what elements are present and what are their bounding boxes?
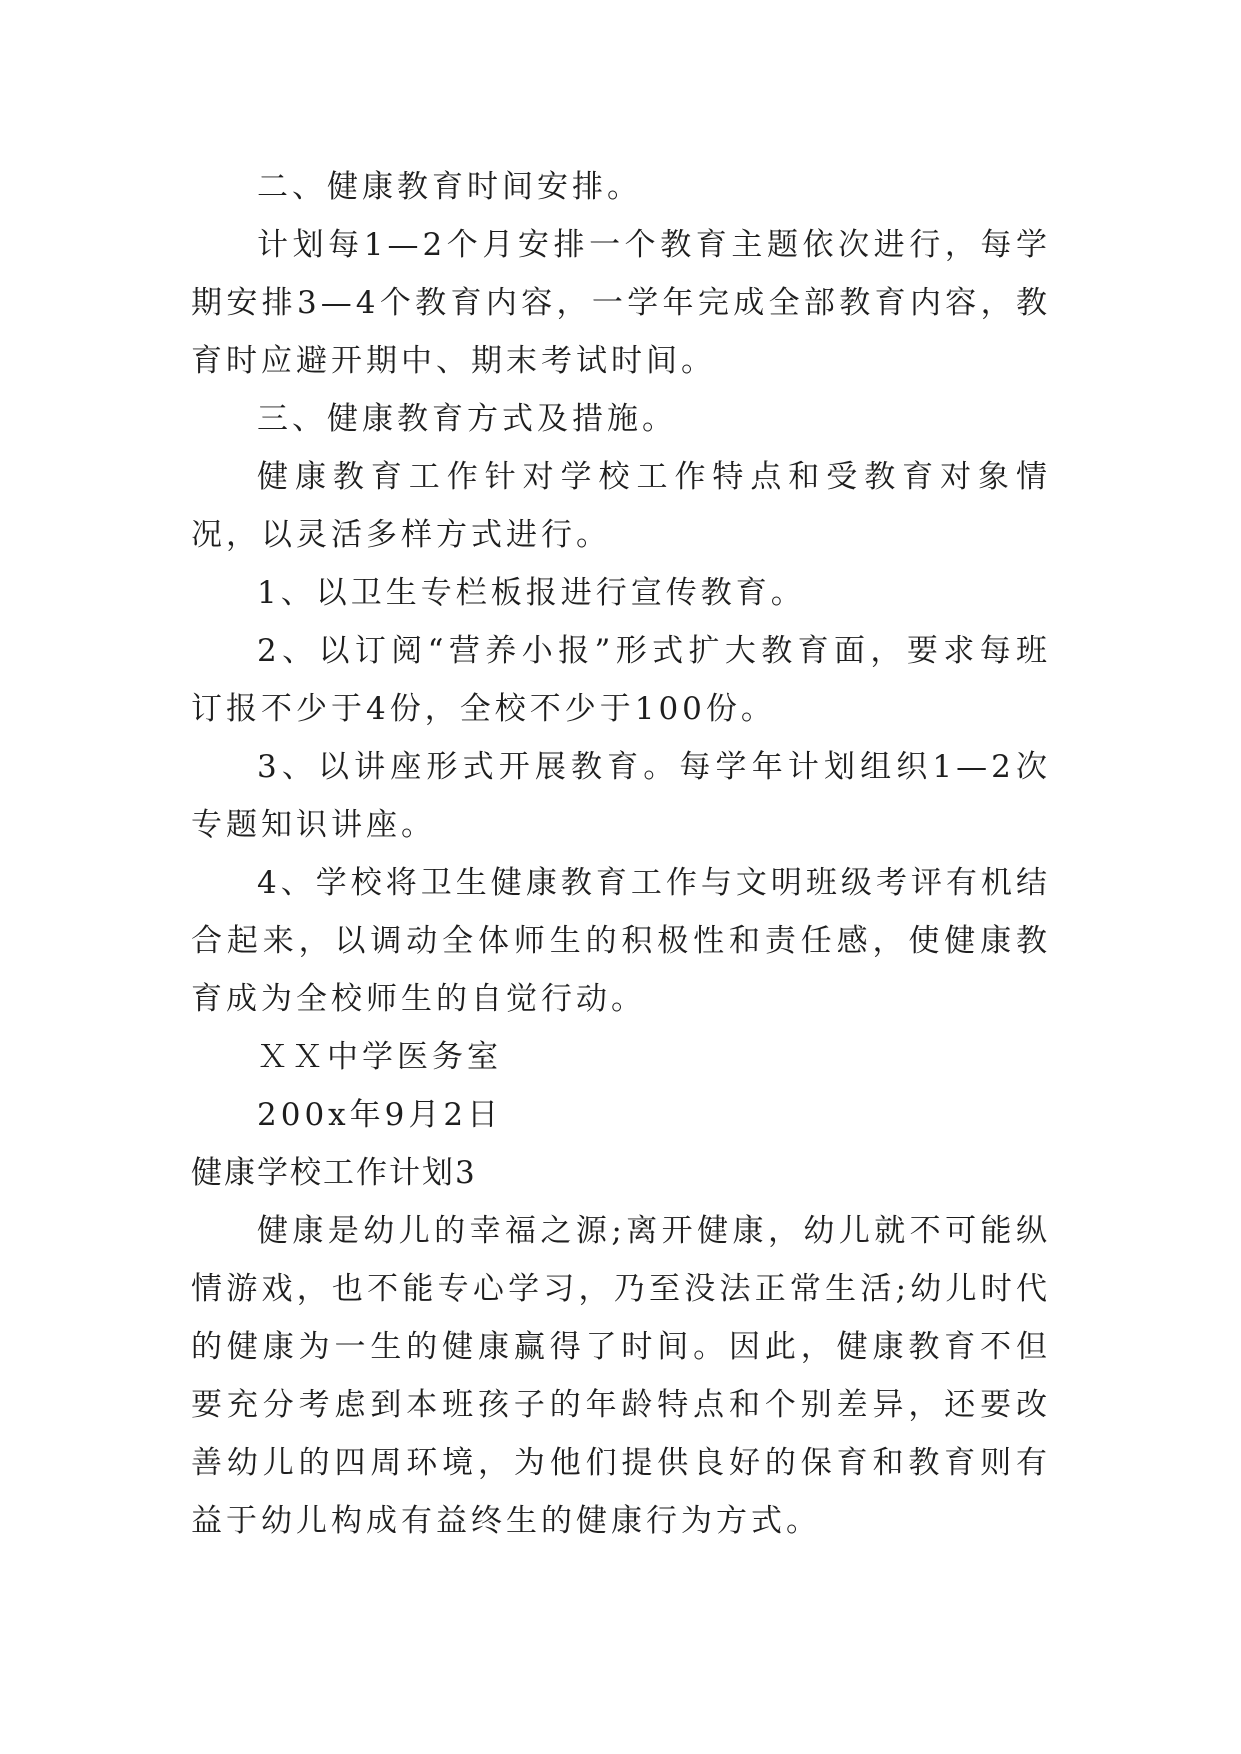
list-item-1: 1、以卫生专栏板报进行宣传教育。 bbox=[257, 575, 806, 611]
signature-date: 200x年9月2日 bbox=[257, 1097, 503, 1133]
document-title-plan-3: 健康学校工作计划3 bbox=[191, 1155, 477, 1191]
signature-office: ＸＸ中学医务室 bbox=[257, 1039, 502, 1075]
list-item-4: 4、学校将卫生健康教育工作与文明班级考评有机结合起来，以调动全体师生的积极性和责任感，使健康教育成为全校师生的自觉行动。 bbox=[191, 865, 1051, 1017]
paragraph-health-intro: 健康是幼儿的幸福之源;离开健康，幼儿就不可能纵情游戏，也不能专心学习，乃至没法正常生活;幼儿时代的健康为一生的健康赢得了时间。因此，健康教育不但要充分考虑到本班孩子的年龄特点和个别差异，还要改善幼儿的四周环境，为他们提供良好的保育和教育则有益于幼儿构成有益终生的健康行为方式。 bbox=[191, 1213, 1051, 1539]
section-heading-schedule: 二、健康教育时间安排。 bbox=[257, 169, 642, 205]
list-item-2: 2、以订阅“营养小报”形式扩大教育面，要求每班订报不少于4份，全校不少于100份。 bbox=[191, 633, 1051, 727]
list-item-3: 3、以讲座形式开展教育。每学年计划组织1—2次专题知识讲座。 bbox=[191, 749, 1051, 843]
paragraph-schedule-plan: 计划每1—2个月安排一个教育主题依次进行，每学期安排3—4个教育内容，一学年完成全部教育内容，教育时应避开期中、期末考试时间。 bbox=[191, 227, 1051, 379]
paragraph-methods-intro: 健康教育工作针对学校工作特点和受教育对象情况，以灵活多样方式进行。 bbox=[191, 459, 1051, 553]
section-heading-methods: 三、健康教育方式及措施。 bbox=[257, 401, 677, 437]
document-body bbox=[191, 158, 1051, 1550]
